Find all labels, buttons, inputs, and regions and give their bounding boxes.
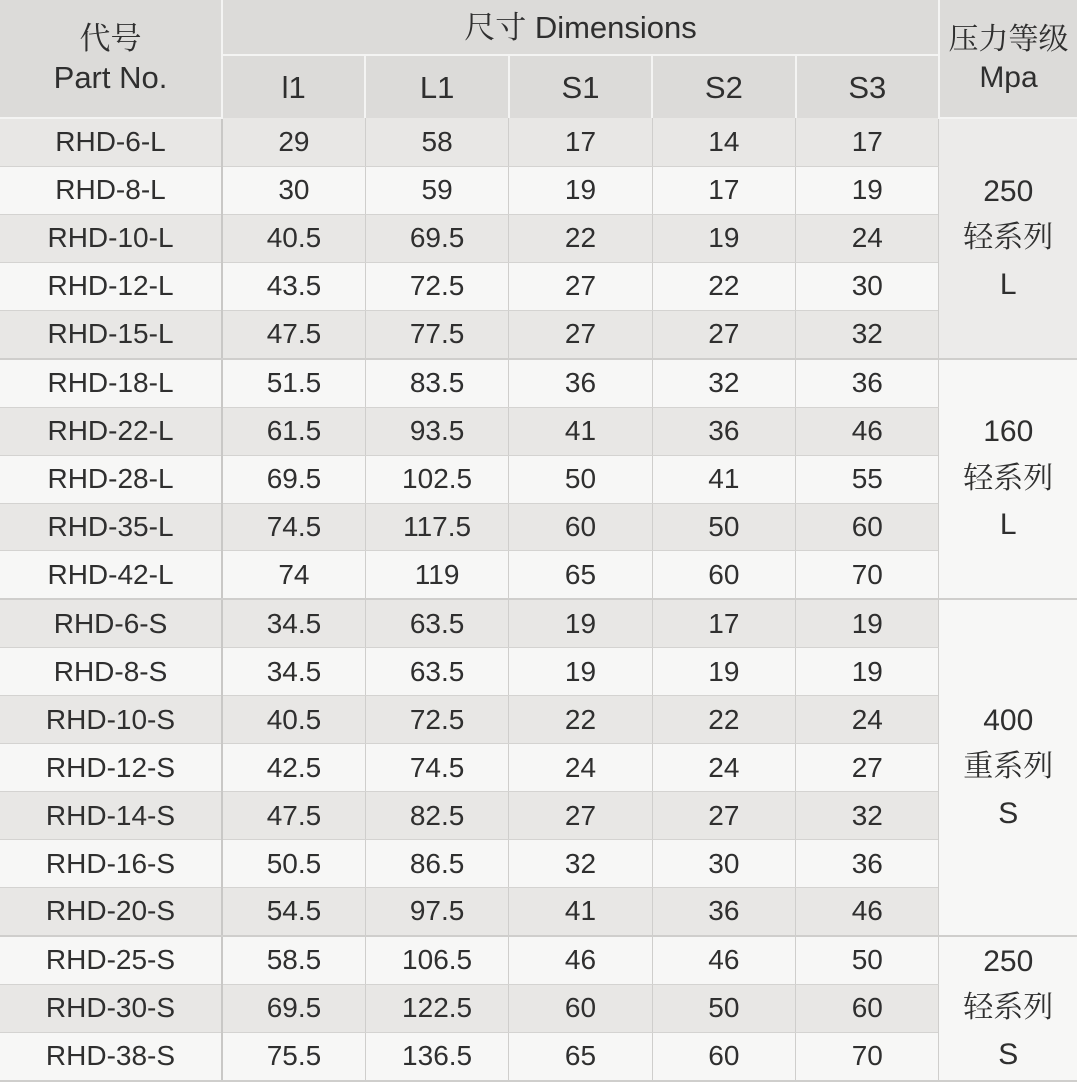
dimension-cell: 32 <box>796 310 939 358</box>
part-number-cell: RHD-10-S <box>0 696 222 744</box>
pressure-code: S <box>998 796 1019 830</box>
part-no-header-cn: 代号 <box>79 20 142 56</box>
dimension-cell: 60 <box>509 984 652 1032</box>
dimension-cell: 61.5 <box>222 407 365 455</box>
dimension-cell: 34.5 <box>222 599 365 647</box>
table-row <box>0 792 1077 840</box>
pressure-unit: Mpa <box>979 60 1038 94</box>
dimension-cell: 69.5 <box>222 984 365 1032</box>
dimension-cell: 42.5 <box>222 744 365 792</box>
table-body <box>0 118 1077 1081</box>
dimension-cell: 36 <box>796 359 939 407</box>
dimension-cell: 60 <box>652 1032 795 1080</box>
part-number-cell: RHD-30-S <box>0 984 222 1032</box>
dimension-cell: 93.5 <box>365 407 508 455</box>
dimension-cell: 36 <box>796 840 939 888</box>
table-row <box>0 407 1077 455</box>
dimension-cell: 136.5 <box>365 1032 508 1080</box>
part-number-cell: RHD-42-L <box>0 551 222 599</box>
dimension-cell: 27 <box>509 262 652 310</box>
dimension-cell: 97.5 <box>365 888 508 936</box>
dimension-cell: 41 <box>652 455 795 503</box>
dimension-cell: 82.5 <box>365 792 508 840</box>
table-row <box>0 599 1077 647</box>
dimension-cell: 30 <box>796 262 939 310</box>
table-row <box>0 455 1077 503</box>
part-number-cell: RHD-18-L <box>0 359 222 407</box>
pressure-series: 轻系列 <box>963 221 1054 255</box>
dimension-cell: 50 <box>509 455 652 503</box>
dimension-cell: 70 <box>796 551 939 599</box>
part-number-cell: RHD-8-L <box>0 166 222 214</box>
dimension-cell: 77.5 <box>365 310 508 358</box>
dimension-cell: 36 <box>652 407 795 455</box>
dimension-cell: 19 <box>796 166 939 214</box>
col-header-S2: S2 <box>652 55 795 118</box>
part-number-cell: RHD-10-L <box>0 214 222 262</box>
pressure-pressure: 250 <box>983 174 1034 208</box>
dimension-cell: 119 <box>365 551 508 599</box>
pressure-code: S <box>998 1037 1019 1071</box>
dimension-cell: 63.5 <box>365 648 508 696</box>
col-header-S3: S3 <box>796 55 939 118</box>
pressure-series: 重系列 <box>963 750 1054 784</box>
dimension-cell: 117.5 <box>365 503 508 551</box>
dimension-cell: 50.5 <box>222 840 365 888</box>
dimension-cell: 59 <box>365 166 508 214</box>
dimension-cell: 19 <box>509 166 652 214</box>
dimension-cell: 27 <box>796 744 939 792</box>
pressure-series: 轻系列 <box>963 991 1054 1025</box>
table-row <box>0 214 1077 262</box>
table-header <box>0 0 1077 118</box>
dimension-cell: 40.5 <box>222 214 365 262</box>
part-number-cell: RHD-35-L <box>0 503 222 551</box>
dimension-cell: 47.5 <box>222 792 365 840</box>
part-number-cell: RHD-8-S <box>0 648 222 696</box>
dimension-cell: 65 <box>509 1032 652 1080</box>
part-number-cell: RHD-20-S <box>0 888 222 936</box>
table-row <box>0 648 1077 696</box>
dimension-cell: 50 <box>652 984 795 1032</box>
dimension-cell: 19 <box>652 648 795 696</box>
dimension-cell: 122.5 <box>365 984 508 1032</box>
dimension-cell: 46 <box>509 936 652 984</box>
part-number-cell: RHD-15-L <box>0 310 222 358</box>
dimensions-header: 尺寸 Dimensions <box>222 0 939 55</box>
table-row <box>0 888 1077 936</box>
dimension-cell: 32 <box>796 792 939 840</box>
part-number-cell: RHD-28-L <box>0 455 222 503</box>
part-number-cell: RHD-14-S <box>0 792 222 840</box>
dimension-cell: 75.5 <box>222 1032 365 1080</box>
dimension-cell: 72.5 <box>365 262 508 310</box>
dimension-cell: 19 <box>652 214 795 262</box>
dimension-cell: 46 <box>796 888 939 936</box>
dimension-cell: 46 <box>796 407 939 455</box>
dimension-cell: 29 <box>222 118 365 166</box>
pressure-header <box>939 0 1077 118</box>
pressure-rating-cell <box>939 118 1077 359</box>
dimension-cell: 83.5 <box>365 359 508 407</box>
part-number-cell: RHD-6-L <box>0 118 222 166</box>
pressure-code: L <box>999 267 1017 301</box>
dimension-cell: 60 <box>652 551 795 599</box>
dimension-cell: 70 <box>796 1032 939 1080</box>
dimension-cell: 19 <box>796 599 939 647</box>
dimension-cell: 41 <box>509 407 652 455</box>
dimension-cell: 60 <box>509 503 652 551</box>
dimension-cell: 50 <box>652 503 795 551</box>
dimension-cell: 17 <box>509 118 652 166</box>
pressure-pressure: 160 <box>983 415 1034 449</box>
dimension-cell: 32 <box>509 840 652 888</box>
dimension-cell: 24 <box>509 744 652 792</box>
part-number-cell: RHD-38-S <box>0 1032 222 1080</box>
dimension-cell: 32 <box>652 359 795 407</box>
dimension-cell: 58.5 <box>222 936 365 984</box>
pressure-pressure: 400 <box>983 703 1034 737</box>
dimension-cell: 17 <box>652 166 795 214</box>
table-row <box>0 503 1077 551</box>
pressure-code: L <box>999 508 1017 542</box>
dimension-cell: 27 <box>652 310 795 358</box>
dimension-cell: 60 <box>796 503 939 551</box>
dimension-cell: 27 <box>509 792 652 840</box>
table-row <box>0 262 1077 310</box>
dimension-cell: 106.5 <box>365 936 508 984</box>
dimension-cell: 41 <box>509 888 652 936</box>
dimension-cell: 74.5 <box>365 744 508 792</box>
dimension-cell: 63.5 <box>365 599 508 647</box>
dimension-cell: 54.5 <box>222 888 365 936</box>
dimension-cell: 14 <box>652 118 795 166</box>
dimension-cell: 58 <box>365 118 508 166</box>
part-no-header <box>0 0 222 118</box>
dimension-cell: 27 <box>652 792 795 840</box>
table-row <box>0 1032 1077 1080</box>
part-number-cell: RHD-22-L <box>0 407 222 455</box>
dimension-cell: 19 <box>796 648 939 696</box>
dimension-cell: 50 <box>796 936 939 984</box>
dimension-cell: 40.5 <box>222 696 365 744</box>
table-row <box>0 551 1077 599</box>
col-header-L1: L1 <box>365 55 508 118</box>
dimension-cell: 30 <box>222 166 365 214</box>
col-header-l1-lower: l1 <box>222 55 365 118</box>
dimension-cell: 17 <box>652 599 795 647</box>
dimension-cell: 55 <box>796 455 939 503</box>
table-row <box>0 696 1077 744</box>
pressure-rating-cell <box>939 359 1077 600</box>
dimension-cell: 22 <box>652 696 795 744</box>
pressure-rating-cell <box>939 936 1077 1081</box>
dimension-cell: 27 <box>509 310 652 358</box>
dimension-cell: 46 <box>652 936 795 984</box>
dimension-cell: 30 <box>652 840 795 888</box>
dimension-cell: 34.5 <box>222 648 365 696</box>
pressure-rating-cell <box>939 599 1077 936</box>
table-row <box>0 984 1077 1032</box>
col-header-S1: S1 <box>509 55 652 118</box>
part-number-cell: RHD-6-S <box>0 599 222 647</box>
table-row <box>0 936 1077 984</box>
table-row <box>0 840 1077 888</box>
dimension-cell: 24 <box>796 696 939 744</box>
dimension-cell: 43.5 <box>222 262 365 310</box>
dimension-cell: 72.5 <box>365 696 508 744</box>
dimension-cell: 69.5 <box>222 455 365 503</box>
table-row <box>0 166 1077 214</box>
part-number-cell: RHD-12-S <box>0 744 222 792</box>
part-number-cell: RHD-16-S <box>0 840 222 888</box>
dimension-cell: 51.5 <box>222 359 365 407</box>
dimension-cell: 24 <box>796 214 939 262</box>
dimension-cell: 74.5 <box>222 503 365 551</box>
pressure-pressure: 250 <box>983 944 1034 978</box>
table-row <box>0 118 1077 166</box>
dimension-cell: 74 <box>222 551 365 599</box>
part-number-cell: RHD-25-S <box>0 936 222 984</box>
dimension-cell: 47.5 <box>222 310 365 358</box>
dimension-cell: 22 <box>652 262 795 310</box>
dimension-cell: 22 <box>509 696 652 744</box>
dimension-cell: 19 <box>509 599 652 647</box>
pressure-series: 轻系列 <box>963 461 1054 495</box>
dimension-cell: 65 <box>509 551 652 599</box>
table-row <box>0 310 1077 358</box>
dimension-cell: 36 <box>652 888 795 936</box>
pressure-header-cn: 压力等级 <box>948 23 1069 56</box>
dimension-cell: 17 <box>796 118 939 166</box>
dimension-cell: 69.5 <box>365 214 508 262</box>
dimension-cell: 22 <box>509 214 652 262</box>
dimension-cell: 36 <box>509 359 652 407</box>
dimension-cell: 102.5 <box>365 455 508 503</box>
part-number-cell: RHD-12-L <box>0 262 222 310</box>
part-no-header-en: Part No. <box>53 59 168 95</box>
dimension-cell: 24 <box>652 744 795 792</box>
dimension-cell: 19 <box>509 648 652 696</box>
table-row <box>0 359 1077 407</box>
table-row <box>0 744 1077 792</box>
dimension-cell: 60 <box>796 984 939 1032</box>
dimension-cell: 86.5 <box>365 840 508 888</box>
